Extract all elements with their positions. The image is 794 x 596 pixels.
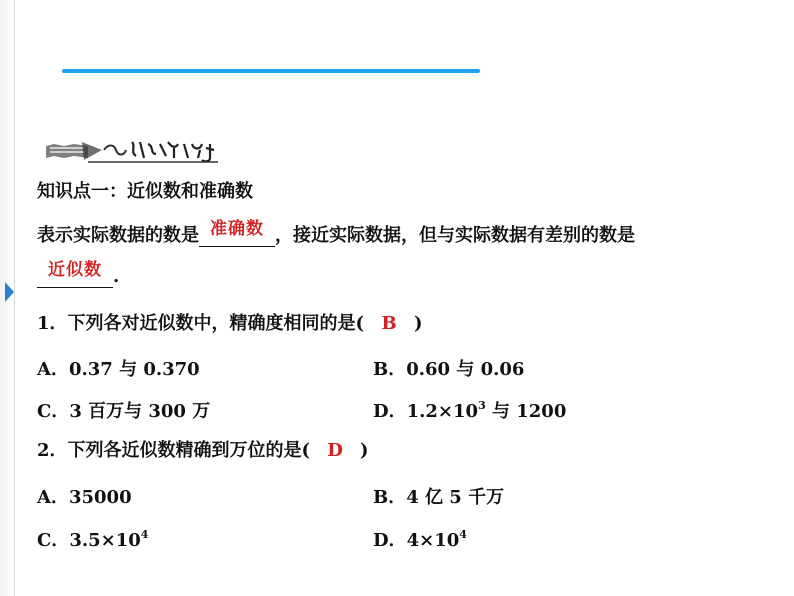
knowledge-heading: 知识点一：近似数和准确数 <box>37 181 253 202</box>
q1-option-a: A．0.37 与 0.370 <box>37 359 200 380</box>
answer-blank-2 <box>37 260 113 288</box>
left-edge-bar <box>0 0 15 596</box>
q1-option-b: B．0.60 与 0.06 <box>373 359 525 380</box>
q2-option-a: A．35000 <box>37 487 132 508</box>
question-1-answer: B <box>381 313 397 334</box>
q2-option-c: C．$3.5\times 10^4$ <box>37 528 149 551</box>
q1-option-d: D．$1.2\times 10^3$ 与 1200 <box>373 399 567 422</box>
definition-line-1: 表示实际数据的数是 准确数 ，接近实际数据，但与实际数据有差别的数是 <box>37 219 635 246</box>
question-1-stem: 1．下列各对近似数中，精确度相同的是( B ) <box>37 313 423 334</box>
answer-exact-number: 准确数 <box>210 219 264 239</box>
section-banner-icon <box>44 132 219 166</box>
question-2-stem: 2．下列各近似数精确到万位的是( D ) <box>37 440 369 461</box>
q2-option-d: D．$4\times 10^4$ <box>373 528 467 551</box>
q2-option-b: B．4 亿 5 千万 <box>373 487 505 508</box>
definition-line-2: 近似数 . <box>37 266 119 288</box>
question-2-answer: D <box>327 440 343 461</box>
title-underline <box>62 69 480 73</box>
q1-option-c: C．3 百万与 300 万 <box>37 401 211 422</box>
expand-arrow-icon <box>5 282 14 302</box>
answer-blank-1 <box>199 219 275 247</box>
answer-approx-number: 近似数 <box>48 260 102 280</box>
